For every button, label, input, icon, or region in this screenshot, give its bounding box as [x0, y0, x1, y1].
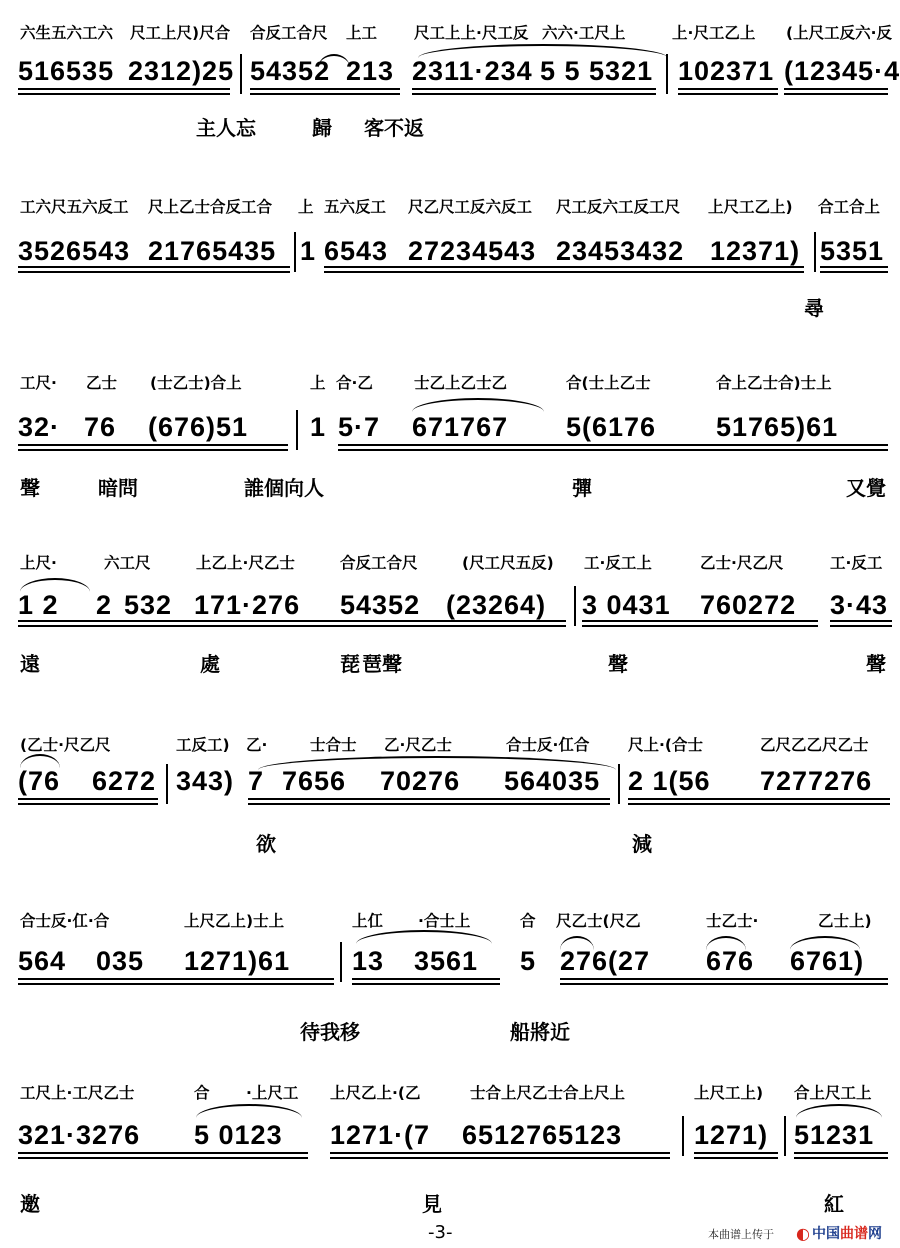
lyric: 邀 [20, 1192, 40, 1216]
gongche-text: ·合士上 [418, 912, 471, 930]
gongche-text: (尺工尺五反) [462, 554, 554, 572]
underline [330, 1152, 670, 1154]
gongche-text: 士乙士· [706, 912, 759, 930]
notation-number: 6272 [92, 766, 157, 796]
gongche-text: 合工合上 [818, 198, 881, 216]
slur [706, 936, 746, 950]
underline [18, 1152, 308, 1154]
underline [18, 803, 158, 805]
gongche-text: ·上尺工 [246, 1084, 299, 1102]
notation-number: (676)51 [148, 412, 249, 442]
barline [784, 1116, 786, 1156]
logo-mark-icon: ◐ [796, 1223, 810, 1243]
underline [18, 625, 566, 627]
underline [18, 983, 334, 985]
underline [820, 271, 888, 273]
gongche-text: 尺工反六工反工尺 [556, 198, 681, 216]
notation-number: 3561 [414, 946, 479, 976]
gongche-text: 上尺工乙上) [708, 198, 793, 216]
lyric: 見 [422, 1192, 442, 1216]
gongche-text: 合上乙士合)士上 [716, 374, 832, 392]
barline [294, 232, 296, 272]
lyric: 欲 [256, 832, 276, 856]
gongche-text: 尺工上上·尺工反 [414, 24, 529, 42]
notation-number: 1271)61 [184, 946, 291, 976]
gongche-text: 尺上乙士合反工合 [148, 198, 273, 216]
underline [820, 266, 888, 268]
lyric: 尋 [804, 296, 824, 320]
logo-text-part: 中国 [811, 1226, 840, 1242]
gongche-text: 士合士 [310, 736, 357, 754]
notation-number: 2311·234 [412, 56, 533, 86]
notation-number: 54352 [250, 56, 331, 86]
notation-number: 3·43 [830, 590, 889, 620]
gongche-text: 合·乙 [336, 374, 373, 392]
gongche-text: 合士反·仜·合 [20, 912, 110, 930]
notation-number: 76 [84, 412, 117, 442]
notation-number: 564 [18, 946, 67, 976]
lyric: 彈 [572, 476, 592, 500]
underline [18, 798, 158, 800]
notation-number: 213 [346, 56, 395, 86]
gongche-text: 上尺乙上)士上 [184, 912, 285, 930]
notation-number: 3 0431 [582, 590, 671, 620]
gongche-text: 工·反工上 [584, 554, 652, 572]
lyric: 聲 [608, 652, 628, 676]
underline [678, 93, 778, 95]
lyric: 處 [200, 652, 220, 676]
source-text: 本曲谱上传于 [708, 1228, 774, 1241]
notation-number: 516535 [18, 56, 115, 86]
gongche-text: 工反工) [176, 736, 230, 754]
underline [18, 620, 566, 622]
gongche-text: 五六反工 [324, 198, 387, 216]
lyric: 聲 [20, 476, 40, 500]
underline [324, 266, 804, 268]
lyric: 又覺 [846, 476, 886, 500]
barline [574, 586, 576, 626]
gongche-text: 工六尺五六反工 [20, 198, 129, 216]
gongche-text: 六生五六工六 [20, 24, 114, 42]
notation-number: 51765)61 [716, 412, 839, 442]
underline [18, 1157, 308, 1159]
notation-number: 7277276 [760, 766, 873, 796]
gongche-text: 上 [310, 374, 326, 392]
gongche-text: 乙士上) [818, 912, 872, 930]
gongche-text: 上尺工上) [694, 1084, 764, 1102]
underline [560, 983, 888, 985]
underline [784, 93, 888, 95]
gongche-text: 六六·工尺上 [542, 24, 626, 42]
notation-number: 5(6176 [566, 412, 657, 442]
barline [166, 764, 168, 804]
notation-number: 321·3276 [18, 1120, 141, 1150]
gongche-text: 合 [520, 912, 536, 930]
slur [790, 936, 860, 950]
gongche-text: 合反工合尺 [340, 554, 418, 572]
underline [582, 620, 818, 622]
underline [250, 93, 400, 95]
slur [196, 1104, 302, 1118]
underline [248, 803, 610, 805]
gongche-text: 尺上·(合士 [628, 736, 703, 754]
notation-number: 2 1(56 [628, 766, 711, 796]
underline [628, 798, 890, 800]
notation-number: 7656 [282, 766, 347, 796]
gongche-text: 合 [194, 1084, 210, 1102]
slur [796, 1104, 882, 1118]
lyric: 遠 [20, 652, 40, 676]
underline [412, 93, 656, 95]
notation-number: 343) [176, 766, 235, 796]
underline [794, 1152, 888, 1154]
notation-number: 6512765123 [462, 1120, 623, 1150]
notation-number: 2312)25 [128, 56, 235, 86]
notation-number: 2 [96, 590, 113, 620]
notation-number: 1271) [694, 1120, 769, 1150]
underline [694, 1152, 778, 1154]
notation-number: 671767 [412, 412, 509, 442]
notation-number: (12345·4 [784, 56, 900, 86]
gongche-text: 乙尺乙乙尺乙士 [760, 736, 869, 754]
barline [618, 764, 620, 804]
notation-number: 12371) [710, 236, 801, 266]
underline [18, 978, 334, 980]
notation-number: (76 [18, 766, 61, 796]
gongche-text: 尺乙士(尺乙 [556, 912, 641, 930]
lyric: 聲 [866, 652, 886, 676]
gongche-text: 合上尺工上 [794, 1084, 872, 1102]
gongche-text: (乙士·尺乙尺 [20, 736, 111, 754]
notation-number: 13 [352, 946, 385, 976]
gongche-text: 工·反工 [830, 554, 883, 572]
notation-number: 54352 [340, 590, 421, 620]
underline [352, 978, 500, 980]
gongche-text: 上 [298, 198, 314, 216]
notation-number: 51231 [794, 1120, 875, 1150]
underline [330, 1157, 670, 1159]
lyric: 客不返 [364, 116, 424, 140]
underline [18, 266, 290, 268]
logo-text-part: 曲谱 [839, 1226, 868, 1242]
slur [418, 44, 668, 58]
underline [18, 271, 290, 273]
lyric: 待我移 [300, 1020, 360, 1044]
underline [678, 88, 778, 90]
notation-number: 5351 [820, 236, 885, 266]
gongche-text: 上工 [346, 24, 378, 42]
gongche-text: 六工尺 [104, 554, 151, 572]
notation-number: 564035 [504, 766, 601, 796]
logo-text-part: 网 [867, 1226, 882, 1242]
underline [628, 803, 890, 805]
gongche-text: 尺工上尺)尺合 [130, 24, 231, 42]
barline [296, 410, 298, 450]
slur [412, 398, 544, 412]
page-number: -3- [428, 1222, 453, 1243]
slur [560, 936, 594, 950]
underline [18, 93, 230, 95]
gongche-text: 上·尺工乙上 [672, 24, 756, 42]
lyric: 暗問 [98, 476, 138, 500]
notation-number: 5 5 5321 [540, 56, 654, 86]
lyric: 歸 [312, 116, 332, 140]
gongche-text: 上乙上·尺乙士 [196, 554, 295, 572]
notation-number: 1 [300, 236, 317, 266]
notation-number: 23453432 [556, 236, 685, 266]
underline [560, 978, 888, 980]
notation-number: 3526543 [18, 236, 131, 266]
slur [258, 756, 616, 770]
gongche-text: 士合上尺乙士合上尺上 [470, 1084, 626, 1102]
gongche-text: 上尺· [20, 554, 57, 572]
underline [794, 1157, 888, 1159]
barline [814, 232, 816, 272]
gongche-text: 上尺乙上·(乙 [330, 1084, 421, 1102]
gongche-text: 士乙上乙士乙 [414, 374, 508, 392]
lyric: 紅 [824, 1192, 844, 1216]
notation-number: 27234543 [408, 236, 537, 266]
notation-number: 676 [706, 946, 755, 976]
notation-number: 760272 [700, 590, 797, 620]
lyric: 誰個向人 [244, 476, 324, 500]
gongche-text: 工尺上·工尺乙士 [20, 1084, 135, 1102]
lyric: 船將近 [510, 1020, 570, 1044]
lyric: 減 [632, 832, 652, 856]
barline [240, 54, 242, 94]
notation-number: 171·276 [194, 590, 301, 620]
notation-number: 5·7 [338, 412, 381, 442]
underline [250, 88, 400, 90]
underline [18, 444, 288, 446]
underline [694, 1157, 778, 1159]
notation-number: 5 0123 [194, 1120, 283, 1150]
notation-number: 276(27 [560, 946, 651, 976]
gongche-text: (上尺工反六·反 [786, 24, 892, 42]
gongche-text: 合(士上乙士 [566, 374, 651, 392]
notation-number: 1 2 [18, 590, 59, 620]
underline [412, 88, 656, 90]
notation-number: 32· [18, 412, 61, 442]
gongche-text: (士乙士)合上 [150, 374, 242, 392]
site-logo [796, 1223, 882, 1243]
notation-number: 5 [520, 946, 537, 976]
gongche-text: 乙· [246, 736, 268, 754]
gongche-text: 工尺· [20, 374, 57, 392]
lyric: 琵 [340, 652, 360, 676]
notation-number: 70276 [380, 766, 461, 796]
barline [340, 942, 342, 982]
gongche-text: 合反工合尺 [250, 24, 328, 42]
slur [20, 754, 60, 768]
notation-number: 6761) [790, 946, 865, 976]
notation-number: 7 [248, 766, 265, 796]
notation-number: 035 [96, 946, 145, 976]
gongche-text: 合士反·仜合 [506, 736, 590, 754]
barline [666, 54, 668, 94]
notation-number: 1 [310, 412, 327, 442]
underline [830, 620, 892, 622]
notation-number: 1271·(7 [330, 1120, 431, 1150]
underline [352, 983, 500, 985]
underline [582, 625, 818, 627]
notation-number: (23264) [446, 590, 547, 620]
gongche-text: 乙·尺乙士 [384, 736, 452, 754]
underline [248, 798, 610, 800]
lyric: 主人忘 [196, 116, 256, 140]
gongche-text: 乙士 [86, 374, 118, 392]
barline [682, 1116, 684, 1156]
underline [18, 449, 288, 451]
slur [356, 930, 492, 944]
underline [324, 271, 804, 273]
gongche-text: 尺乙尺工反六反工 [408, 198, 533, 216]
underline [830, 625, 892, 627]
notation-number: 21765435 [148, 236, 277, 266]
underline [18, 88, 230, 90]
notation-number: 532 [124, 590, 173, 620]
gongche-text: 乙士·尺乙尺 [700, 554, 784, 572]
slur [20, 578, 90, 592]
underline [338, 449, 888, 451]
underline [338, 444, 888, 446]
underline [784, 88, 888, 90]
notation-number: 6543 [324, 236, 389, 266]
notation-number: 102371 [678, 56, 775, 86]
lyric: 琶聲 [362, 652, 402, 676]
gongche-text: 上仜 [352, 912, 384, 930]
